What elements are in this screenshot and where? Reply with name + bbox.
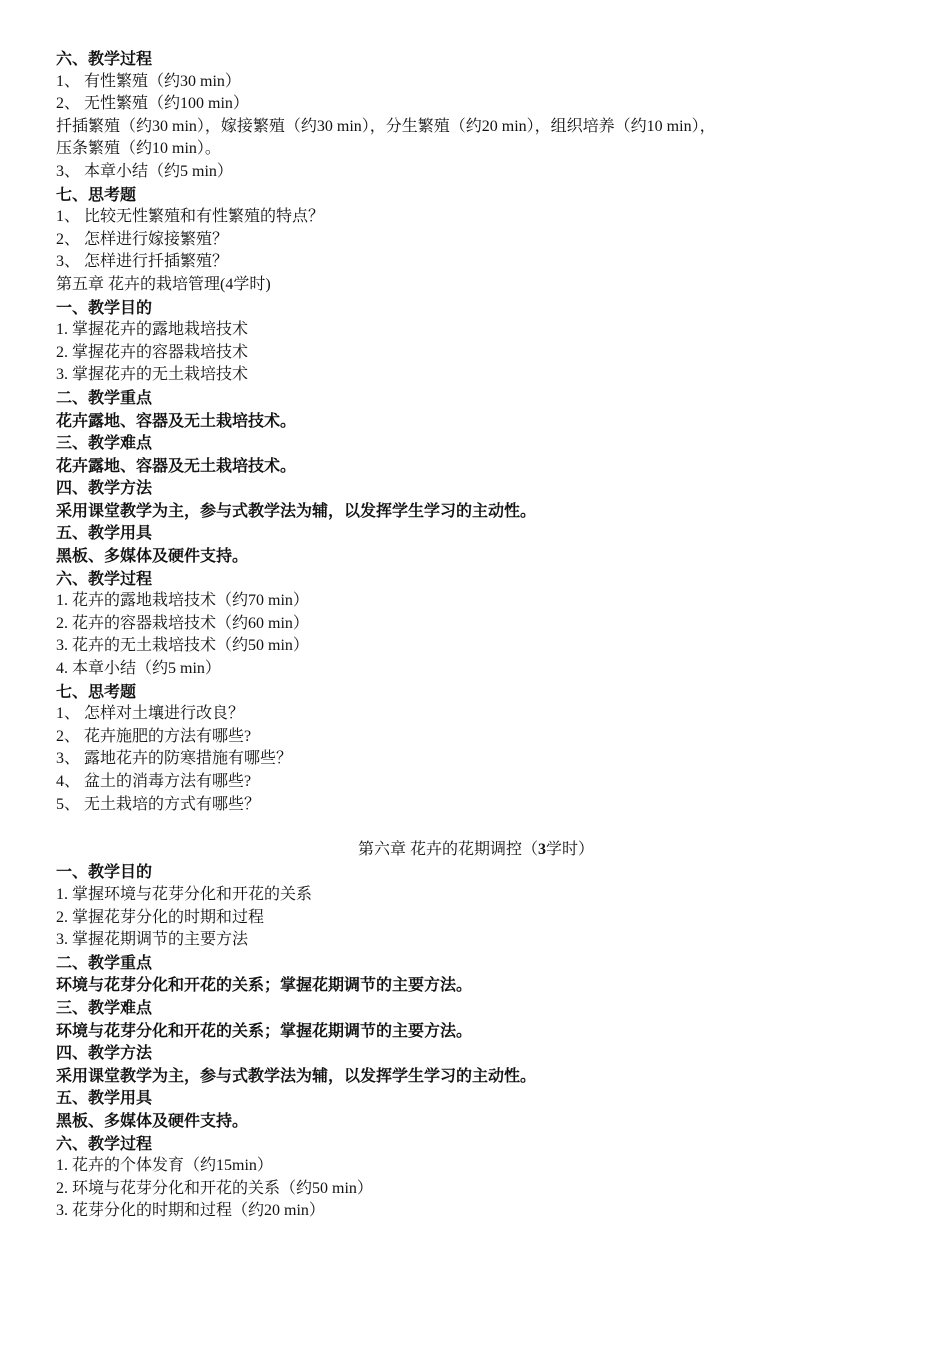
section-heading: 三、教学难点: [56, 997, 153, 1017]
section-heading: 四、教学方法: [56, 1043, 153, 1063]
section-heading: 一、教学目的: [56, 862, 153, 882]
section-text: 环境与花芽分化和开花的关系；掌握花期调节的主要方法。: [56, 1020, 473, 1040]
question-item: 1、 比较无性繁殖和有性繁殖的特点？: [56, 208, 325, 226]
section-heading: 二、教学重点: [56, 952, 153, 972]
document-page: [56, 48, 896, 1223]
process-item: 4. 本章小结（约5 min）: [56, 660, 221, 678]
process-item: 1、 有性繁殖（约30 min）: [56, 72, 241, 90]
section-heading: 六、教学过程: [56, 568, 153, 588]
process-item: 1. 花卉的个体发育（约15min）: [56, 1157, 273, 1175]
chapter-title-suffix: 学时）: [546, 840, 595, 858]
section-heading: 六、教学过程: [56, 1133, 153, 1153]
process-detail: 扦插繁殖（约30 min），嫁接繁殖（约30 min），分生繁殖（约20 min），组织培养（约10 min），: [56, 117, 716, 135]
process-item: 2、 无性繁殖（约100 min）: [56, 95, 249, 113]
question-item: 3、 怎样进行扦插繁殖？: [56, 253, 229, 271]
process-item: 1. 花卉的露地栽培技术（约70 min）: [56, 592, 309, 610]
question-item: 5、 无土栽培的方式有哪些？: [56, 795, 261, 813]
process-item: 3. 花芽分化的时期和过程（约20 min）: [56, 1202, 325, 1220]
chapter-title: 第五章 花卉的栽培管理(4学时): [56, 275, 271, 293]
question-item: 2、 花卉施肥的方法有哪些?: [56, 727, 252, 745]
chapter-title: [56, 839, 896, 862]
process-item: 3. 花卉的无土栽培技术（约50 min）: [56, 637, 309, 655]
section-heading: 三、教学难点: [56, 433, 153, 453]
section-heading: 七、思考题: [56, 681, 137, 701]
chapter-title-text: 第六章 花卉的花期调控（: [357, 840, 538, 858]
goal-item: 1. 掌握花卉的露地栽培技术: [56, 321, 249, 339]
blank-line: [56, 816, 896, 839]
goal-item: 3. 掌握花卉的无土栽培技术: [56, 366, 249, 384]
goal-item: 2. 掌握花芽分化的时期和过程: [56, 908, 265, 926]
section-text: 花卉露地、容器及无土栽培技术。: [56, 455, 297, 475]
goal-item: 3. 掌握花期调节的主要方法: [56, 931, 249, 949]
section-text: 花卉露地、容器及无土栽培技术。: [56, 410, 297, 430]
section-heading: 二、教学重点: [56, 387, 153, 407]
section-heading: 四、教学方法: [56, 478, 153, 498]
section-text: 黑板、多媒体及硬件支持。: [56, 546, 249, 566]
section-text: 采用课堂教学为主，参与式教学法为辅，以发挥学生学习的主动性。: [56, 500, 537, 520]
question-item: 1、 怎样对土壤进行改良？: [56, 705, 245, 723]
question-item: 4、 盆土的消毒方法有哪些?: [56, 773, 252, 790]
chapter-hours: 3: [538, 840, 546, 858]
process-item: 3、 本章小结（约5 min）: [56, 162, 233, 180]
goal-item: 2. 掌握花卉的容器栽培技术: [56, 343, 249, 361]
section-heading: 五、教学用具: [56, 1088, 153, 1108]
question-item: 3、 露地花卉的防寒措施有哪些？: [56, 750, 293, 768]
section-heading: 六、教学过程: [56, 49, 153, 68]
section-text: 黑板、多媒体及硬件支持。: [56, 1110, 249, 1130]
section-text: 环境与花芽分化和开花的关系；掌握花期调节的主要方法。: [56, 975, 473, 995]
process-detail: 压条繁殖（约10 min）。: [56, 140, 221, 158]
section-heading: 七、思考题: [56, 184, 137, 204]
section-text: 采用课堂教学为主，参与式教学法为辅，以发挥学生学习的主动性。: [56, 1065, 537, 1085]
section-heading: 五、教学用具: [56, 523, 153, 543]
process-item: 2. 花卉的容器栽培技术（约60 min）: [56, 614, 309, 632]
question-item: 2、 怎样进行嫁接繁殖？: [56, 230, 229, 248]
section-heading: 一、教学目的: [56, 297, 153, 317]
goal-item: 1. 掌握环境与花芽分化和开花的关系: [56, 885, 313, 903]
process-item: 2. 环境与花芽分化和开花的关系（约50 min）: [56, 1179, 373, 1197]
